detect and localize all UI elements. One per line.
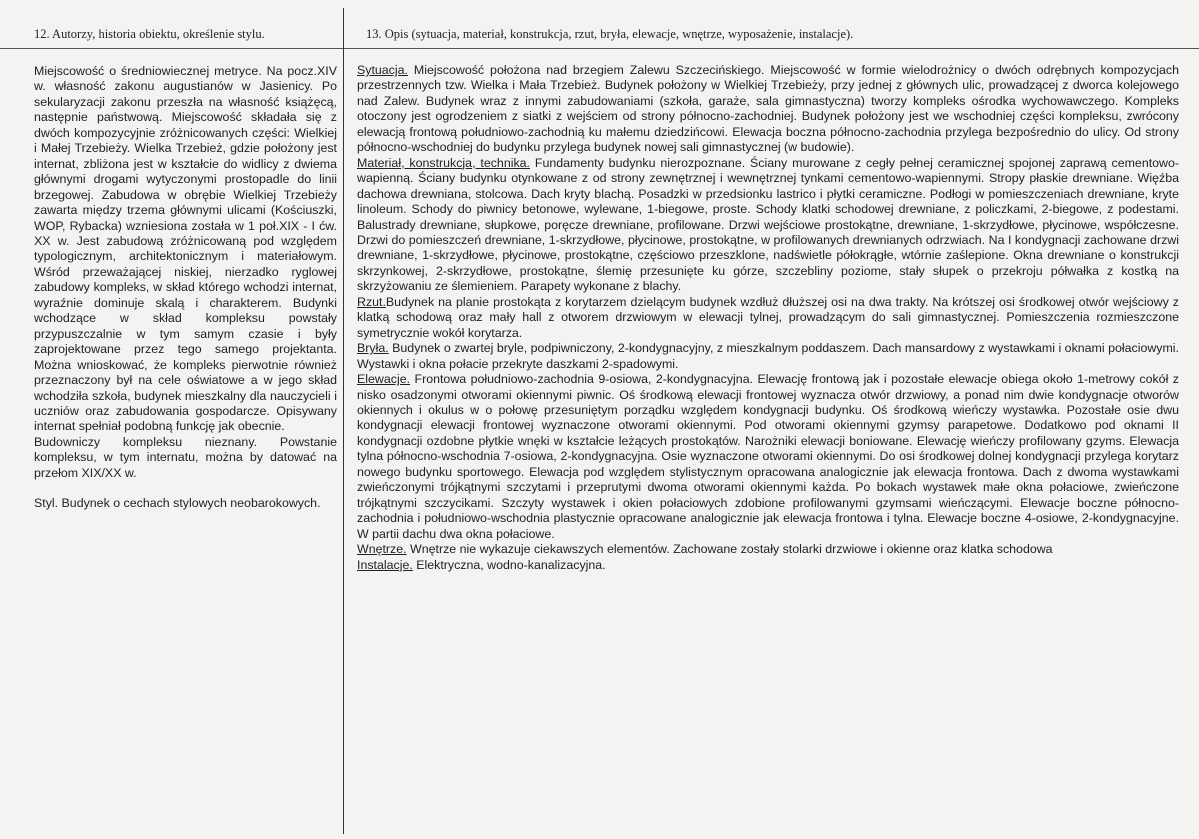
section-plan xyxy=(357,295,1179,341)
history-paragraph: Miejscowość o średniowiecznej metryce. Na pocz.XIV w. własność zakonu augustianów w Jasienicy. Po sekularyzacji zakonu przeszła na własność książęcą, następnie państwową. Miejscowość składała się z dwóch kompozycyjnie zróżnicowanych części: Wielkiej i Małej Trzebieży. Wielka Trzebież, gdzie położony jest internat, zbliżona jest w kształcie do widlicy z dwiema głównymi drogami wytyczonymi prostopadle do linii brzegowej. Zabudowa w obrębie Wielkiej Trzebieży zawarta między trzema głównymi ulicami (Kościuszki, WOP, Rybacka) wzniesiona została w 1 poł.XIX - I ćw. XX w. Jest zabudową zróżnicowaną pod względem typologicznym, architektonicznym i materiałowym. Wśród przeważającej niskiej, nierzadko ryglowej zabudowy kompleks, w skład którego wchodzi internat, wyraźnie dominuje skalą i charakterem. Budynki wchodzące w skład kompleksu powstały przypuszczalnie w tym samym czasie i były zaprojektowane przez tego samego projektanta. Można wnioskować, że kompleks pierwotnie również przeznaczony był na cele oświatowe a w jego skład wchodziła szkoła, budynek mieszkalny dla nauczycieli i uczniów oraz zabudowania gospodarcze. Opisywany internat spełniał podobną funkcję jak obecnie. xyxy=(34,64,337,434)
section-heading: Bryła. xyxy=(357,341,389,356)
section-text: Elektryczna, wodno-kanalizacyjna. xyxy=(412,557,606,572)
section-text: Budynek na planie prostokąta z korytarzem dzielącym budynek wzdłuż dłuższej osi na dwa trakty. Na krótszej osi środkowej otwór wejściowy z klatką schodową oraz mały hall z otworem drzwiowym w elewacji tylnej, prowadzącym do sali gimnastycznej. Pomieszczenia rozmieszczone symetrycznie wokół korytarza. xyxy=(357,294,1179,340)
header-description: 13. Opis (sytuacja, materiał, konstrukcja, rzut, bryła, elewacje, wnętrze, wyposażenie, instalacje). xyxy=(366,27,854,41)
header-divider xyxy=(0,48,1199,49)
header-authors-history: 12. Autorzy, historia obiektu, określenie stylu. xyxy=(34,27,265,41)
section-material xyxy=(357,156,1179,295)
section-heading: Elewacje. xyxy=(357,372,411,387)
section-text: Wnętrze nie wykazuje ciekawszych elementów. Zachowane zostały stolarki drzwiowe i okienne oraz klatka schodowa xyxy=(406,542,1053,557)
section-text: Miejscowość położona nad brzegiem Zalewu Szczecińskiego. Miejscowość w formie wielodrożnicy o dwóch odrębnych kompozycjach przestrzennych tzw. Wielka i Mała Trzebież. Budynek położony w Wielkiej Trzebieży, przy jednej z głównych ulic, prowadzącej z dworca kolejowego nad Zalew. Budynek wraz z innymi zabudowaniami (szkoła, garaże, sala gimnastyczna) tworzy kompleks ośrodka wychowawczego. Kompleks otoczony jest ogrodzeniem z siatki z wejściem od strony północno-zachodniej. Budynek położony jest we wschodniej części kompleksu, zwrócony elewacją frontową południowo-zachodnią ku małemu dziedzińcowi. Elewacja boczna północno-zachodnia przylega bezpośrednio do ulicy. Od strony północno-wschodniej do budynku przylega budynek nowej sali gimnastycznej (w budowie). xyxy=(357,63,1179,155)
section-heading: Sytuacja. xyxy=(357,63,408,77)
section-heading: Materiał, konstrukcja, technika. xyxy=(357,155,531,170)
section-text: Fundamenty budynku nierozpoznane. Ściany murowane z cegły pełnej ceramicznej spojonej zaprawą cementowo-wapienną. Ściany budynku otynkowane z od strony zewnętrznej i wewnętrznej tynkami cementowo-wapiennymi. Stropy płaskie drewniane. Więźba dachowa drewniana, stolcowa. Dach kryty blachą. Posadzki w przedsionku lastrico i płytki ceramiczne. Podłogi w pomieszczeniach drewniane, kryte linoleum. Schody do piwnicy betonowe, wylewane, 1-biegowe, proste. Schody klatki schodowej drewniane, z policzkami, 2-biegowe, z podestami. Balustrady drewniane, słupkowe, poręcze drewniane, profilowane. Drzwi wejściowe prostokątne, drewniane, 1-skrzydłowe, płycinowe, współczesne. Drzwi do pomieszczeń drewniane, 1-skrzydłowe, płycinowe, prostokątne, w profilowanych drewnianych odrzwiach. Na I kondygnacji zachowane drzwi drewniane, 1-skrzydłowe, płycinowe, prostokątne, częściowo przeszklone, nadświetle półokrągłe, wtórnie zaślepione. Okna drewniane o konstrukcji skrzynkowej, 2-skrzydłowe, prostokątne, ślemię przesunięte ku górze, szczebliny poziome, stały słupek o przekroju półwałka z kostką na skrzyżowaniu ze ślemieniem. Parapety wykonane z blachy. xyxy=(357,155,1180,294)
section-installations xyxy=(357,558,1179,573)
column-divider xyxy=(343,8,344,834)
style-paragraph: Styl. Budynek o cechach stylowych neobarokowych. xyxy=(34,496,321,511)
section-mass xyxy=(357,341,1179,372)
section-heading: Rzut. xyxy=(357,294,386,309)
right-column xyxy=(357,63,1179,573)
section-interior xyxy=(357,542,1179,557)
left-column xyxy=(34,64,337,512)
paragraph-gap xyxy=(34,481,337,496)
section-text: Budynek o zwartej bryle, podpiwniczony, 2-kondygnacyjny, z mieszkalnym poddaszem. Dach mansardowy z wystawkami i oknami połaciowymi. Wystawki i okna połacie przekryte daszkami 2-spadowymi. xyxy=(357,341,1179,371)
builder-paragraph: Budowniczy kompleksu nieznany. Powstanie kompleksu, w tym internatu, można by datować na przełom XIX/XX w. xyxy=(34,434,337,480)
section-elevations xyxy=(357,372,1179,542)
section-text: Frontowa południowo-zachodnia 9-osiowa, 2-kondygnacyjna. Elewację frontową jak i pozostałe elewacje obiega około 1-metrowy cokół z nisko osadzonymi otworami okiennymi piwnic. Oś środkową elewacji frontowej wyznacza otwór drzwiowy, a ponad nim dwie kondygnacje otworów okiennych i okulus w o połowę przesuniętym porządku względem kondygnacji budynku. Oś środkową wieńczy wystawka. Pozostałe osie dwu kondygnacji elewacji frontowej wyznaczone otworami okiennymi. Pod otworami okiennymi gzymsy parapetowe. Dodatkowo pod oknami II kondygnacji ozdobne płytkie wnęki w kształcie leżących prostokątów. Narożniki elewacji boniowane. Elewację wieńczy profilowany gzyms. Elewacja tylna północno-wschodnia 7-osiowa, 2-kondygnacyjna. Osie wyznaczone otworami okiennymi. Do osi środkowej dolnej kondygnacji przylega korytarz nowego budynku sportowego. Elewacja pod względem stylistycznym opracowana analogicznie jak elewacja frontowa. Dach z dwoma wystawkami zwieńczonymi trójkątnymi szczytami i przeprutymi dwoma otworami okiennymi każda. Po bokach wystawek małe okna połaciowe, zwieńczone trójkątnymi szczycikami. Szczyty wystawek i okien połaciowych zdobione profilowanymi gzymsami wieńczącymi. Elewacje boczne północno-zachodnia i południowo-wschodnia plastycznie opracowane analogicznie jak elewacja frontowa i tylna. Elewacje boczne 4-osiowe, 2-kondygnacyjne. W partii dachu dwa okna połaciowe. xyxy=(357,372,1179,541)
section-situation xyxy=(357,63,1179,156)
section-heading: Instalacje. xyxy=(357,557,413,572)
section-heading: Wnętrze. xyxy=(357,542,407,557)
